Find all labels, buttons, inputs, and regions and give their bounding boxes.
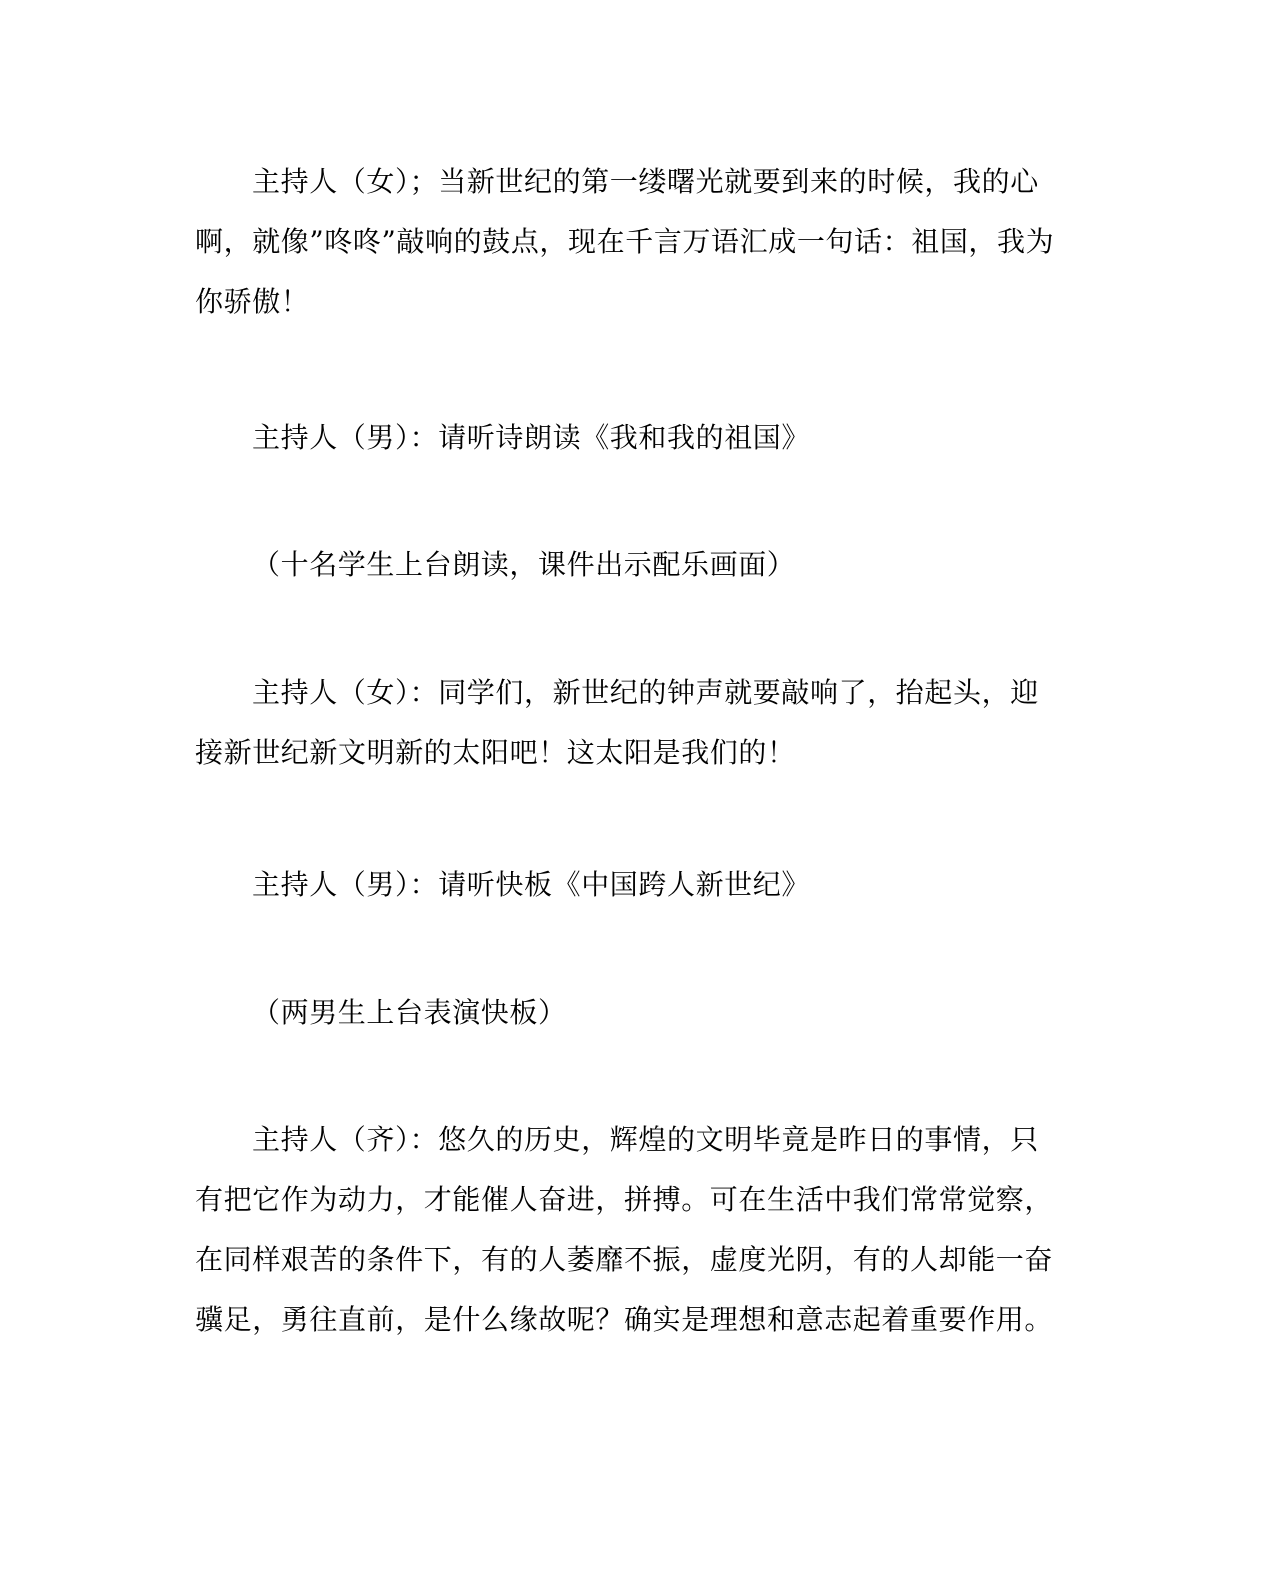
host-female-speech-paragraph: 主持人（女）；当新世纪的第一缕曙光就要到来的时候，我的心啊，就像”咚咚”敲响的鼓点，现在千言万语汇成一句话：祖国，我为你骄傲！ — [195, 165, 1055, 318]
host-male-kuaiban-intro-paragraph: 主持人（男）：请听快板《中国跨人新世纪》 — [252, 868, 811, 901]
stage-direction-kuaiban: （两男生上台表演快板） — [252, 996, 567, 1029]
host-female-bell-paragraph: 主持人（女）：同学们，新世纪的钟声就要敲响了，抬起头，迎接新世纪新文明新的太阳吧！这太阳是我们的！ — [195, 676, 1039, 769]
stage-direction-recitation: （十名学生上台朗读，课件出示配乐画面） — [252, 548, 796, 581]
host-together-paragraph: 主持人（齐）：悠久的历史，辉煌的文明毕竟是昨日的事情，只有把它作为动力，才能催人奋进，拼搏。可在生活中我们常常觉察，在同样艰苦的条件下，有的人萎靡不振，虚度光阴，有的人却能一奋骥足，勇往直前，是什么缘故呢？确实是理想和意志起着重要作用。 — [195, 1123, 1054, 1336]
host-male-poem-intro-paragraph: 主持人（男）：请听诗朗读《我和我的祖国》 — [252, 421, 811, 454]
